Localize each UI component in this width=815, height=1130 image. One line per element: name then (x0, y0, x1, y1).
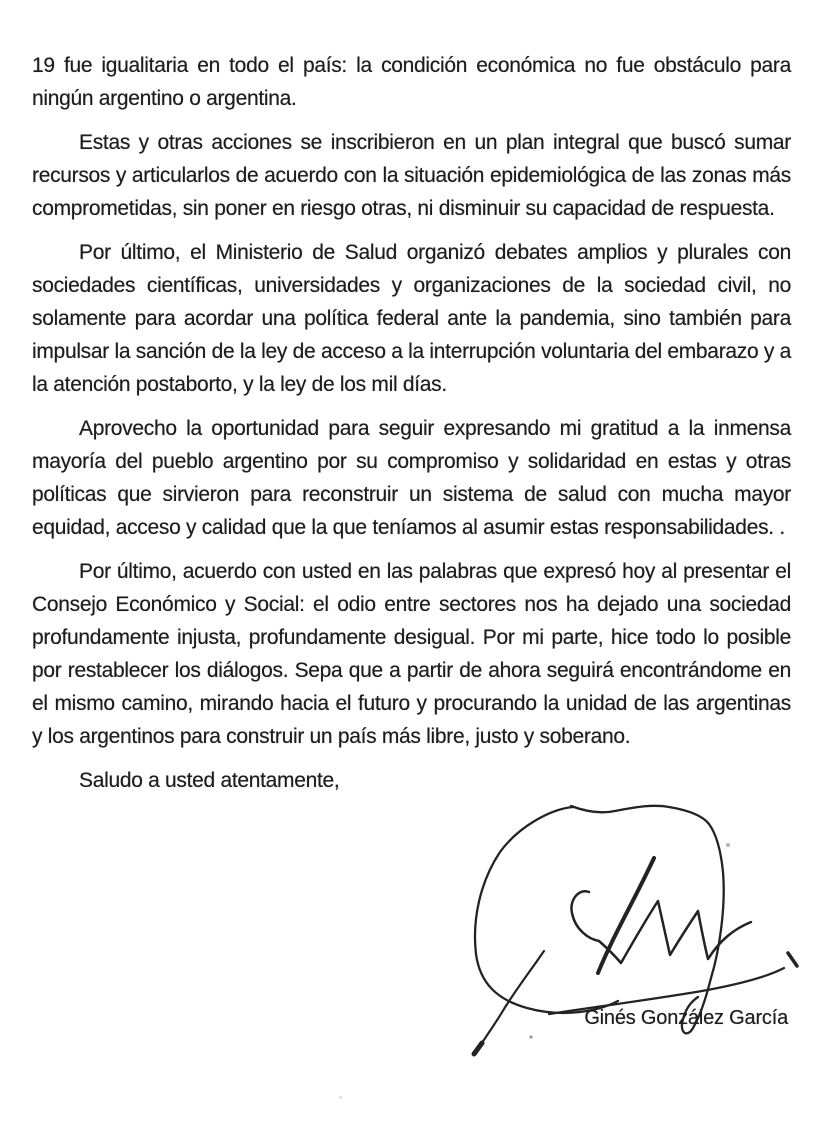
scan-speck (726, 843, 730, 847)
signature-tail-end (474, 1043, 482, 1054)
signature-tick-mark (788, 953, 797, 966)
body-paragraph: Estas y otras acciones se inscribieron en un plan integral que buscó sumar recursos y articularlos de acuerdo con la situación epidemiológica de las zonas más comprometidas, sin poner en riesgo otras, ni disminuir su capacidad de respuesta. (32, 131, 791, 220)
signature-tail-stroke (476, 951, 544, 1052)
body-paragraph: 19 fue igualitaria en todo el país: la condición económica no fue obstáculo para ningún argentino o argentina. (32, 54, 791, 110)
body-paragraph: Por último, acuerdo con usted en las palabras que expresó hoy al presentar el Consejo Económico y Social: el odio entre sectores nos ha dejado una sociedad profundamente injusta, profundamente desigual. Por mi parte, hice todo lo posible por restablecer los diálogos. Sepa que a partir de ahora seguirá encontrándome en el mismo camino, mirando hacia el futuro y procurando la unidad de las argentinas y los argentinos para construir un país más libre, justo y soberano. (32, 560, 791, 748)
handwritten-signature (455, 790, 805, 1080)
signature-oval-stroke (475, 807, 618, 1013)
closing-salutation: Saludo a usted atentamente, (79, 769, 340, 792)
body-paragraph: Por último, el Ministerio de Salud organizó debates amplios y plurales con sociedades científicas, universidades y organizaciones de la sociedad civil, no solamente para acordar una política federal ante la pandemia, sino también para impulsar la sanción de la ley de acceso a la interrupción voluntaria del embarazo y a la atención postaborto, y la ley de los mil días. (32, 241, 791, 396)
body-paragraph: Aprovecho la oportunidad para seguir expresando mi gratitud a la inmensa mayoría del pueblo argentino por su compromiso y solidaridad en estas y otras políticas que sirvieron para reconstruir un sistema de salud con mucha mayor equidad, acceso y calidad que la que teníamos al asumir estas responsabilidades. . (32, 417, 791, 539)
signature-strikethrough-stroke (571, 806, 724, 1034)
letter-body (32, 49, 791, 808)
signature-diagonal-stroke (598, 858, 654, 973)
signature-initials-stroke (571, 891, 751, 963)
scan-speck (529, 1035, 532, 1038)
signature-name: Ginés González García (584, 1007, 788, 1029)
scan-speck (339, 1096, 342, 1099)
